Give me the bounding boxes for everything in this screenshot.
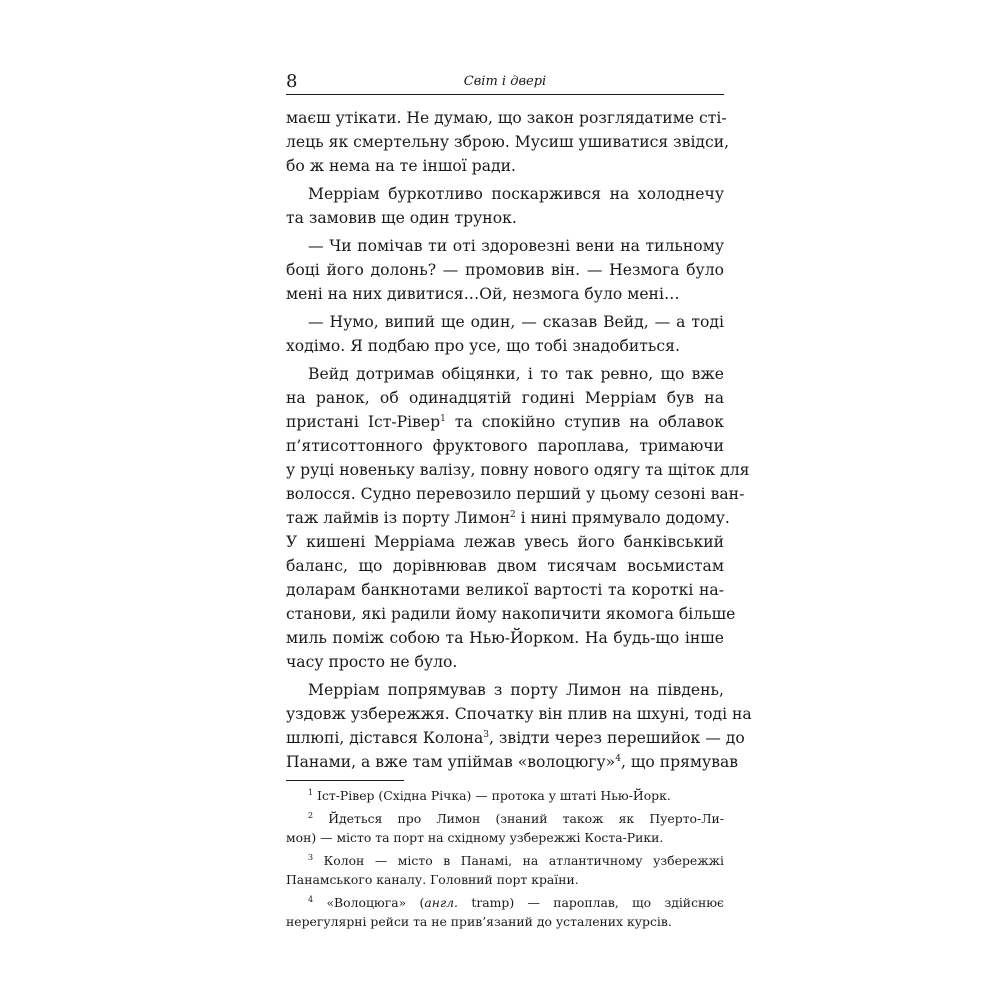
text-line: — Чи помічав ти оті здоровезні вени на тильному <box>308 237 724 255</box>
text-segment: таж лаймів із порту Лимон <box>286 509 510 527</box>
text-line: та замовив ще один трунок. <box>286 209 517 227</box>
footnote-marker: 1 <box>308 787 314 797</box>
footnote-ref: 1 <box>440 413 446 424</box>
footnote-line <box>286 851 724 870</box>
text-line: лець як смертельну зброю. Мусиш ушиватися звідси, <box>286 133 730 151</box>
text-line: — Нумо, випий ще один, — сказав Вейд, — а тоді <box>308 313 724 331</box>
footnote-ref: 4 <box>615 753 621 764</box>
footnote-2 <box>286 809 724 847</box>
text-line: маєш утікати. Не думаю, що закон розглядатиме сті- <box>286 109 727 127</box>
running-title: Світ і двері <box>463 74 547 89</box>
text-line: у руці новеньку валізу, повну нового одягу та щіток для <box>286 461 750 479</box>
footnote-line: мон) — місто та порт на східному узбережжі Коста-Рики. <box>286 830 664 845</box>
footnote-marker: 4 <box>308 894 314 904</box>
text-line: миль поміж собою та Нью-Йорком. На будь-що інше <box>286 629 724 647</box>
text-line: боці його долонь? — промовив він. — Незмога було <box>286 261 724 279</box>
text-line: Мерріам буркотливо поскаржився на холоднечу <box>308 185 724 203</box>
text-segment: та спокійно ступив на облавок <box>454 413 724 431</box>
text-segment: і нині прямувало додому. <box>520 509 730 527</box>
footnote-3 <box>286 851 724 889</box>
text-line: бо ж нема на те іншої ради. <box>286 157 516 175</box>
text-line <box>286 410 724 434</box>
page-header <box>286 70 724 95</box>
text-segment: шлюпі, дістався Колона <box>286 729 484 747</box>
footnote-text: tramp) — пароплав, що здійснює <box>458 895 724 910</box>
text-line: волосся. Судно перевозило перший у цьому сезоні ван- <box>286 485 745 503</box>
footnote-separator <box>286 780 404 781</box>
text-segment: пристані Іст-Рівер <box>286 413 441 431</box>
footnote-marker: 3 <box>308 852 314 862</box>
footnote-text: Іст-Рівер (Східна Річка) — протока у штаті Нью-Йорк. <box>317 788 671 803</box>
footnotes <box>286 786 724 935</box>
page-number: 8 <box>286 71 298 92</box>
footnote-text: «Волоцюга» ( <box>326 895 425 910</box>
text-segment: , що прямував <box>620 753 739 771</box>
footnote-4 <box>286 893 724 931</box>
text-line <box>286 750 739 774</box>
text-line: ходімо. Я подбаю про усе, що тобі знадобиться. <box>286 337 680 355</box>
footnote-line: Панамського каналу. Головний порт країни. <box>286 872 579 887</box>
footnote-line <box>286 786 724 805</box>
text-line <box>286 726 745 750</box>
footnote-text: Колон — місто в Панамі, на атлантичному узбережжі <box>323 853 724 868</box>
text-line: Мерріам попрямував з порту Лимон на південь, <box>308 681 724 699</box>
text-line <box>286 506 730 530</box>
footnote-marker: 2 <box>308 810 314 820</box>
footnote-italic: англ. <box>424 895 458 910</box>
text-segment: , звідти через перешийок — до <box>489 729 745 747</box>
text-line: доларам банкнотами великої вартості та короткі на- <box>286 581 724 599</box>
text-line: мені на них дивитися…Ой, незмога було мені… <box>286 285 680 303</box>
text-line: баланс, що дорівнював двом тисячам восьмистам <box>286 557 724 575</box>
footnote-ref: 2 <box>509 509 516 520</box>
text-line: станови, які радили йому накопичити якомога більше <box>286 605 736 623</box>
text-line: уздовж узбережжя. Спочатку він плив на шхуні, тоді на <box>286 705 752 723</box>
text-segment: Панами, а вже там упіймав «волоцюгу» <box>286 753 616 771</box>
footnote-line: нерегулярні рейси та не прив’язаний до усталених курсів. <box>286 914 672 929</box>
main-text <box>286 106 752 774</box>
footnote-line <box>286 809 724 828</box>
footnote-ref: 3 <box>483 729 490 740</box>
text-line: Вейд дотримав обіцянки, і то так ревно, що вже <box>308 365 724 383</box>
footnote-line <box>286 893 724 912</box>
footnote-text: Йдеться про Лимон (знаний також як Пуерто-Ли- <box>328 811 724 826</box>
text-line: на ранок, об одинадцятій годині Мерріам був на <box>286 389 724 407</box>
text-line: п’ятисоттонного фруктового пароплава, тримаючи <box>286 437 724 455</box>
text-line: часу просто не було. <box>286 653 458 671</box>
text-line: У кишені Мерріама лежав увесь його банківський <box>286 533 724 551</box>
footnote-1 <box>286 786 724 805</box>
